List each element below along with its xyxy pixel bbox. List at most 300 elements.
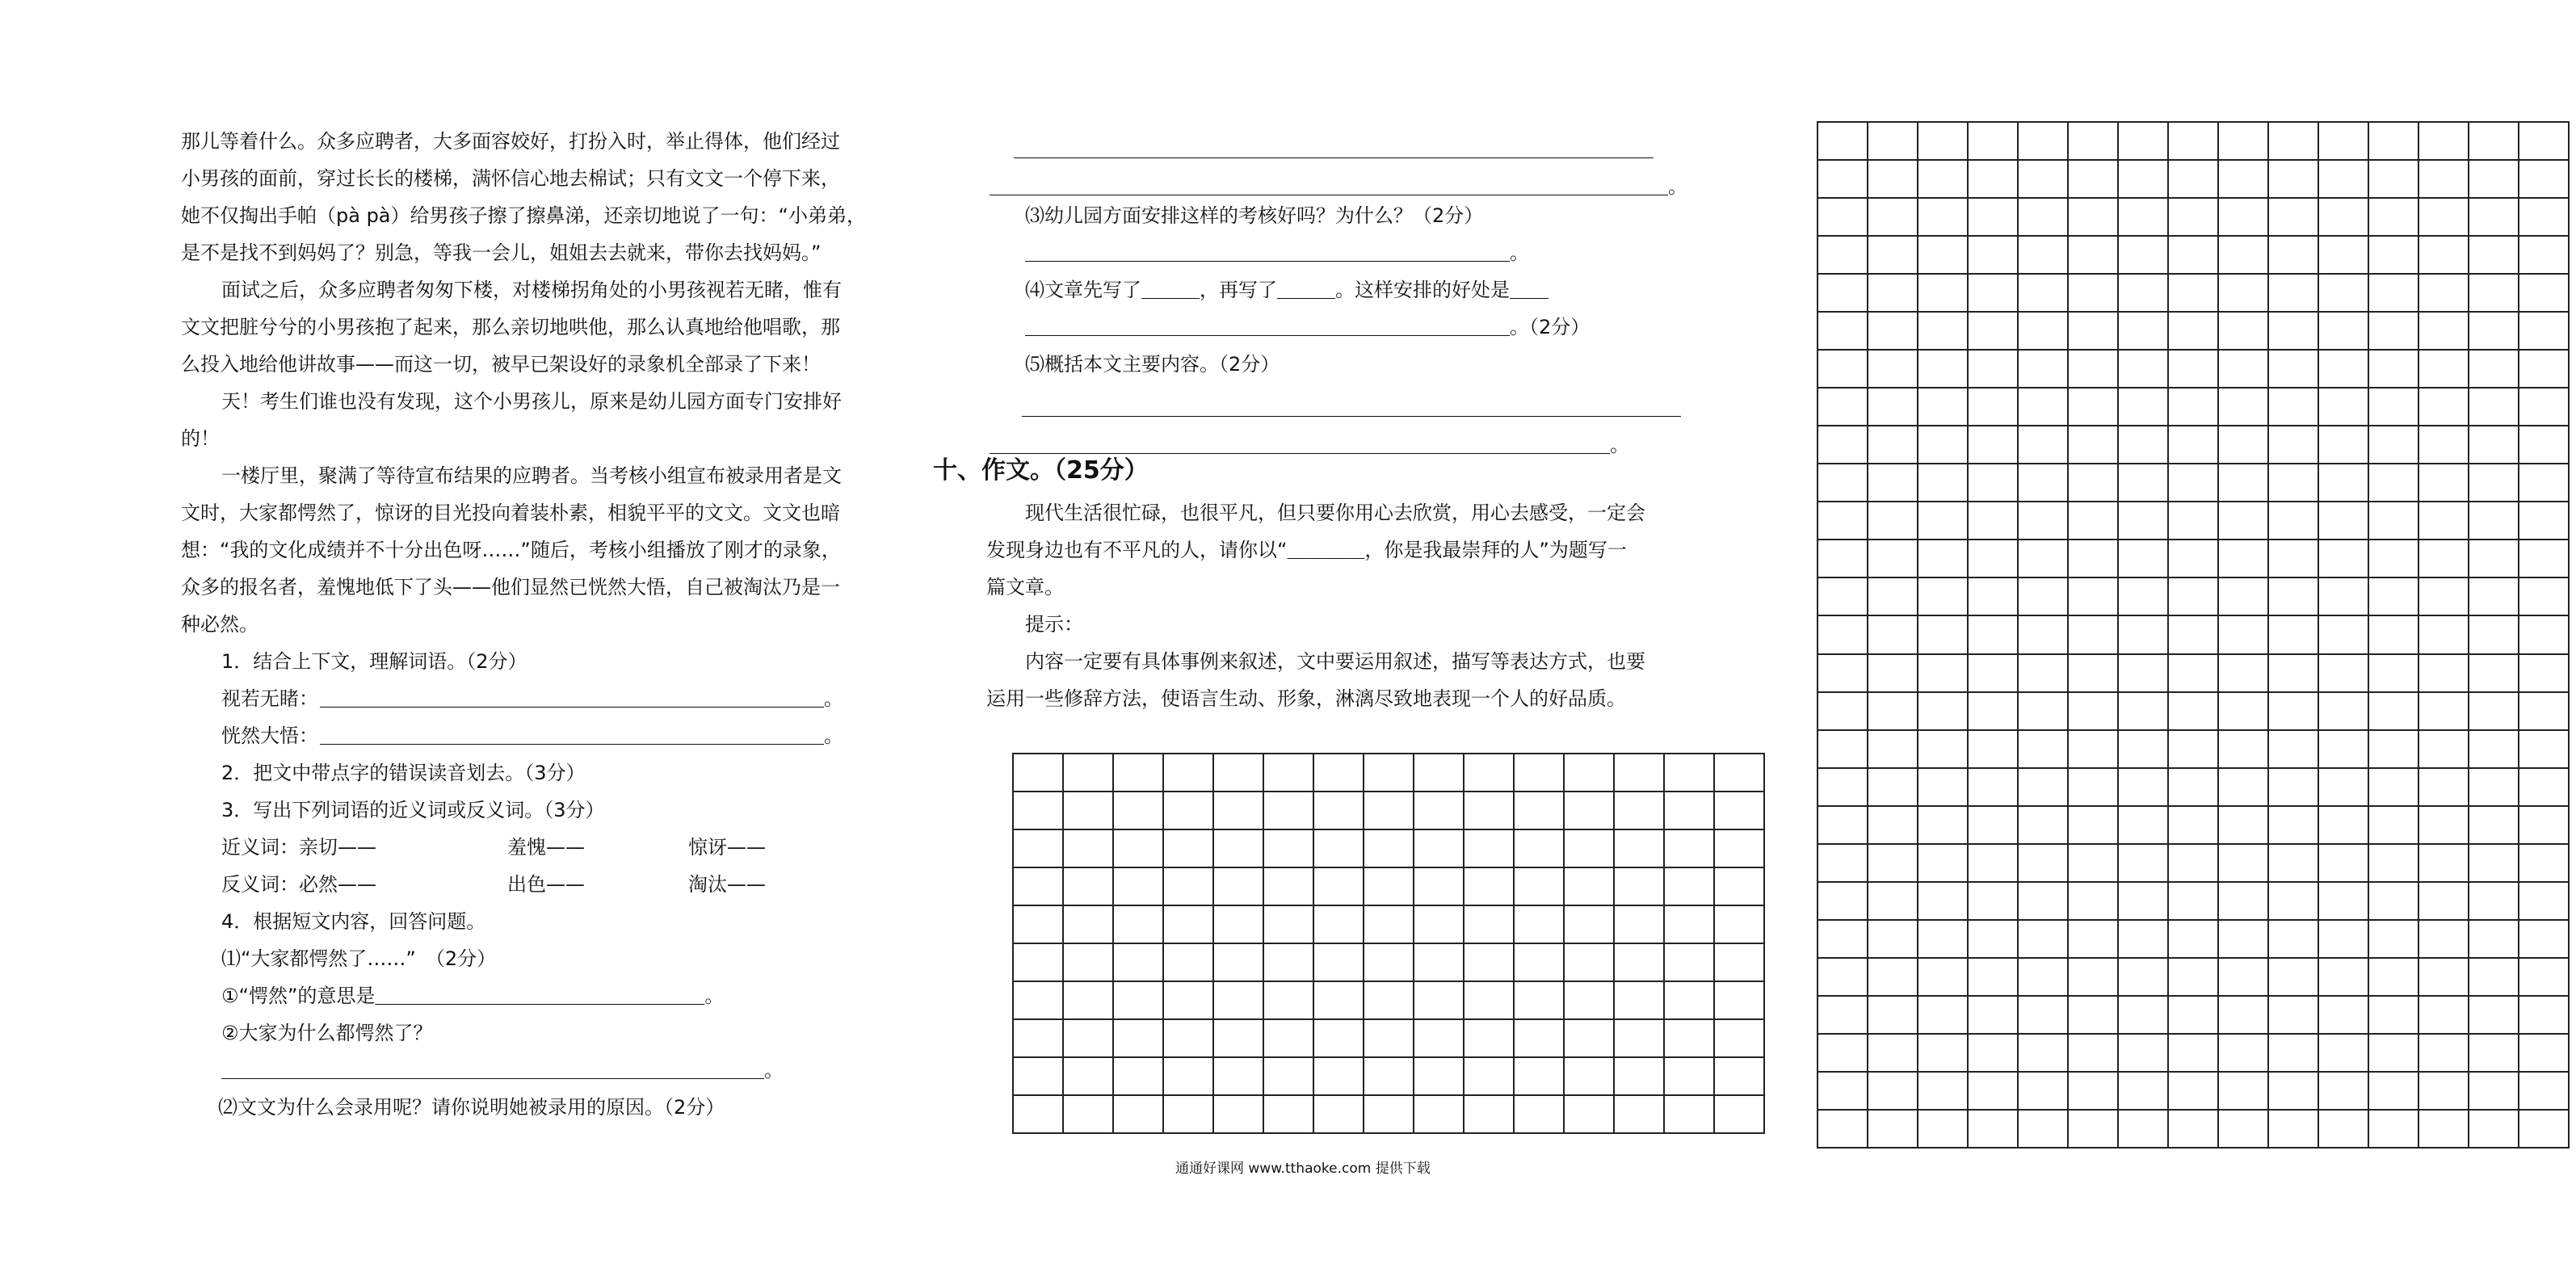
writing-grid-cell[interactable] [2369, 237, 2419, 275]
writing-grid-cell[interactable] [2419, 997, 2469, 1035]
writing-grid-cell[interactable] [2169, 616, 2219, 654]
writing-grid-cell[interactable] [1969, 959, 2019, 997]
writing-grid-cell[interactable] [2319, 731, 2369, 769]
writing-grid-cell[interactable] [2269, 313, 2319, 351]
writing-grid-cell[interactable] [1918, 464, 1969, 502]
writing-grid-cell[interactable] [2369, 161, 2419, 199]
writing-grid-cell[interactable] [2369, 275, 2419, 313]
writing-grid-cell[interactable] [1064, 944, 1114, 982]
writing-grid-cell[interactable] [2369, 313, 2419, 351]
writing-grid-cell[interactable] [1969, 464, 2019, 502]
writing-grid-cell[interactable] [2419, 275, 2469, 313]
writing-grid-cell[interactable] [2419, 883, 2469, 921]
writing-grid-cell[interactable] [2269, 1111, 2319, 1149]
writing-grid-cell[interactable] [1918, 807, 1969, 845]
writing-grid-cell[interactable] [2219, 388, 2269, 426]
writing-grid-cell[interactable] [1868, 502, 1918, 540]
writing-grid-cell[interactable] [2269, 807, 2319, 845]
writing-grid-cell[interactable] [1615, 830, 1665, 868]
writing-grid-cell[interactable] [1715, 1058, 1765, 1096]
writing-grid-cell[interactable] [1515, 906, 1565, 944]
writing-grid-cell[interactable] [1615, 754, 1665, 792]
writing-grid-cell[interactable] [2469, 959, 2519, 997]
writing-grid-cell[interactable] [2069, 1073, 2119, 1111]
writing-grid-cell[interactable] [1164, 830, 1214, 868]
writing-grid-cell[interactable] [2069, 883, 2119, 921]
writing-grid-cell[interactable] [1464, 1058, 1515, 1096]
writing-grid-cell[interactable] [2219, 540, 2269, 578]
writing-grid-cell[interactable] [2069, 731, 2119, 769]
writing-grid-cell[interactable] [2119, 464, 2169, 502]
writing-grid-cell[interactable] [2469, 1073, 2519, 1111]
writing-grid-cell[interactable] [1918, 426, 1969, 464]
writing-grid-cell[interactable] [1264, 868, 1314, 906]
writing-grid-cell[interactable] [2069, 578, 2119, 616]
writing-grid-cell[interactable] [1918, 540, 1969, 578]
writing-grid-cell[interactable] [2519, 578, 2570, 616]
writing-grid-cell[interactable] [1918, 845, 1969, 883]
writing-grid-cell[interactable] [2069, 807, 2119, 845]
writing-grid-cell[interactable] [1364, 1020, 1414, 1058]
writing-grid-cell[interactable] [1464, 944, 1515, 982]
writing-grid-cell[interactable] [2019, 997, 2069, 1035]
writing-grid-cell[interactable] [1868, 883, 1918, 921]
writing-grid-cell[interactable] [2519, 464, 2570, 502]
writing-grid-cell[interactable] [1868, 199, 1918, 237]
writing-grid-cell[interactable] [1818, 351, 1868, 388]
writing-grid-cell[interactable] [1818, 123, 1868, 161]
writing-grid-cell[interactable] [1969, 351, 2019, 388]
writing-grid-cell[interactable] [2169, 161, 2219, 199]
writing-grid-cell[interactable] [1214, 868, 1264, 906]
writing-grid-cell[interactable] [2419, 959, 2469, 997]
writing-grid-cell[interactable] [1164, 754, 1214, 792]
writing-grid-cell[interactable] [1969, 502, 2019, 540]
writing-grid-cell[interactable] [1918, 1035, 1969, 1073]
writing-grid-cell[interactable] [2119, 275, 2169, 313]
writing-grid-cell[interactable] [2169, 199, 2219, 237]
writing-grid-cell[interactable] [2269, 921, 2319, 959]
writing-grid-cell[interactable] [1264, 1058, 1314, 1096]
writing-grid-cell[interactable] [1064, 982, 1114, 1020]
writing-grid-cell[interactable] [2269, 997, 2319, 1035]
writing-grid-cell[interactable] [1868, 997, 1918, 1035]
writing-grid-cell[interactable] [1414, 1096, 1464, 1134]
writing-grid-cell[interactable] [1715, 944, 1765, 982]
writing-grid-cell[interactable] [1715, 868, 1765, 906]
writing-grid-cell[interactable] [2019, 769, 2069, 807]
writing-grid-cell[interactable] [2119, 1073, 2169, 1111]
writing-grid-cell[interactable] [1414, 754, 1464, 792]
writing-grid-cell[interactable] [1014, 868, 1064, 906]
writing-grid-cell[interactable] [1868, 807, 1918, 845]
writing-grid-cell[interactable] [2019, 807, 2069, 845]
writing-grid-cell[interactable] [1715, 754, 1765, 792]
writing-grid-cell[interactable] [2419, 161, 2469, 199]
writing-grid-cell[interactable] [2219, 997, 2269, 1035]
writing-grid-cell[interactable] [2219, 883, 2269, 921]
writing-grid-cell[interactable] [2419, 313, 2469, 351]
writing-grid-cell[interactable] [1918, 313, 1969, 351]
writing-grid-cell[interactable] [1918, 237, 1969, 275]
writing-grid-cell[interactable] [2019, 1035, 2069, 1073]
writing-grid-cell[interactable] [2419, 1035, 2469, 1073]
writing-grid-cell[interactable] [2019, 616, 2069, 654]
writing-grid-cell[interactable] [1969, 313, 2019, 351]
writing-grid-cell[interactable] [2269, 845, 2319, 883]
writing-grid-cell[interactable] [2169, 1073, 2219, 1111]
writing-grid-cell[interactable] [1464, 868, 1515, 906]
writing-grid-cell[interactable] [2469, 313, 2519, 351]
writing-grid-cell[interactable] [2019, 693, 2069, 731]
writing-grid-cell[interactable] [2469, 123, 2519, 161]
writing-grid-cell[interactable] [1214, 906, 1264, 944]
writing-grid-cell[interactable] [2319, 313, 2369, 351]
writing-grid-cell[interactable] [2269, 540, 2319, 578]
writing-grid-cell[interactable] [2269, 161, 2319, 199]
writing-grid-cell[interactable] [2319, 388, 2369, 426]
writing-grid-cell[interactable] [1414, 906, 1464, 944]
writing-grid-cell[interactable] [1515, 792, 1565, 830]
writing-grid-cell[interactable] [2169, 807, 2219, 845]
writing-grid-cell[interactable] [1818, 845, 1868, 883]
writing-grid-cell[interactable] [1615, 868, 1665, 906]
writing-grid-cell[interactable] [1818, 997, 1868, 1035]
writing-grid-cell[interactable] [1565, 830, 1615, 868]
writing-grid-cell[interactable] [2369, 921, 2419, 959]
writing-grid-cell[interactable] [2519, 959, 2570, 997]
writing-grid-cell[interactable] [1214, 1058, 1264, 1096]
writing-grid-cell[interactable] [1565, 1020, 1615, 1058]
writing-grid-cell[interactable] [2369, 388, 2419, 426]
writing-grid-cell[interactable] [1868, 275, 1918, 313]
writing-grid-cell[interactable] [1818, 199, 1868, 237]
writing-grid-cell[interactable] [2269, 237, 2319, 275]
writing-grid-cell[interactable] [1414, 792, 1464, 830]
writing-grid-cell[interactable] [2469, 502, 2519, 540]
writing-grid-cell[interactable] [2369, 578, 2419, 616]
writing-grid-cell[interactable] [2519, 1073, 2570, 1111]
writing-grid-cell[interactable] [1868, 237, 1918, 275]
writing-grid-cell[interactable] [2219, 237, 2269, 275]
writing-grid-cell[interactable] [1114, 906, 1164, 944]
writing-grid-cell[interactable] [1264, 944, 1314, 982]
writing-grid-cell[interactable] [1818, 921, 1868, 959]
writing-grid-cell[interactable] [1615, 1058, 1665, 1096]
writing-grid-cell[interactable] [2269, 388, 2319, 426]
writing-grid-cell[interactable] [2169, 731, 2219, 769]
writing-grid-cell[interactable] [1214, 1096, 1264, 1134]
writing-grid-cell[interactable] [1314, 830, 1364, 868]
writing-grid-cell[interactable] [2519, 616, 2570, 654]
writing-grid-cell[interactable] [1868, 921, 1918, 959]
answer-blank[interactable]: ＿＿＿＿＿＿＿＿＿＿＿＿＿＿＿＿＿＿＿＿＿＿＿＿＿＿＿＿＿＿＿＿＿＿＿。 [990, 175, 1687, 198]
writing-grid-cell[interactable] [2319, 464, 2369, 502]
writing-grid-cell[interactable] [1314, 1058, 1364, 1096]
writing-grid-cell[interactable] [2169, 351, 2219, 388]
writing-grid-cell[interactable] [2369, 731, 2419, 769]
writing-grid-cell[interactable] [2119, 883, 2169, 921]
writing-grid-cell[interactable] [2519, 237, 2570, 275]
writing-grid-cell[interactable] [1314, 792, 1364, 830]
writing-grid-cell[interactable] [2119, 351, 2169, 388]
writing-grid-cell[interactable] [2319, 502, 2369, 540]
writing-grid-cell[interactable] [2219, 123, 2269, 161]
writing-grid-cell[interactable] [1818, 578, 1868, 616]
writing-grid-cell[interactable] [1818, 275, 1868, 313]
writing-grid-cell[interactable] [1314, 868, 1364, 906]
writing-grid-cell[interactable] [1214, 792, 1264, 830]
writing-grid-cell[interactable] [2069, 1035, 2119, 1073]
writing-grid-cell[interactable] [2119, 693, 2169, 731]
writing-grid-cell[interactable] [2169, 693, 2219, 731]
writing-grid-cell[interactable] [2219, 502, 2269, 540]
writing-grid-cell[interactable] [1868, 959, 1918, 997]
writing-grid-cell[interactable] [1314, 1096, 1364, 1134]
writing-grid-cell[interactable] [1014, 1020, 1064, 1058]
writing-grid-cell[interactable] [1918, 502, 1969, 540]
writing-grid-cell[interactable] [1464, 754, 1515, 792]
writing-grid-cell[interactable] [2469, 655, 2519, 693]
writing-grid-cell[interactable] [2219, 1073, 2269, 1111]
writing-grid-cell[interactable] [1969, 883, 2019, 921]
writing-grid-cell[interactable] [2319, 275, 2369, 313]
q1a-answer-blank[interactable]: ＿＿＿＿＿＿＿＿＿＿＿＿＿＿＿＿＿＿＿＿＿＿＿＿＿＿。 [320, 687, 843, 710]
writing-grid-cell[interactable] [1969, 1073, 2019, 1111]
writing-grid-cell[interactable] [2319, 540, 2369, 578]
writing-grid-cell[interactable] [2169, 388, 2219, 426]
writing-grid-cell[interactable] [2119, 578, 2169, 616]
writing-grid-cell[interactable] [2169, 237, 2219, 275]
writing-grid-cell[interactable] [2119, 997, 2169, 1035]
writing-grid-cell[interactable] [2469, 1035, 2519, 1073]
writing-grid-cell[interactable] [1565, 792, 1615, 830]
writing-grid-cell[interactable] [2269, 1035, 2319, 1073]
writing-grid-cell[interactable] [2169, 275, 2219, 313]
writing-grid-cell[interactable] [1214, 754, 1264, 792]
writing-grid-cell[interactable] [2069, 351, 2119, 388]
writing-grid-cell[interactable] [2519, 123, 2570, 161]
writing-grid-cell[interactable] [1818, 616, 1868, 654]
writing-grid-cell[interactable] [2119, 731, 2169, 769]
writing-grid-cell[interactable] [2469, 237, 2519, 275]
writing-grid-cell[interactable] [1414, 944, 1464, 982]
writing-grid-cell[interactable] [1014, 982, 1064, 1020]
writing-grid-cell[interactable] [2419, 123, 2469, 161]
writing-grid-cell[interactable] [1868, 464, 1918, 502]
writing-grid-cell[interactable] [2269, 769, 2319, 807]
writing-grid-cell[interactable] [1818, 464, 1868, 502]
writing-grid-cell[interactable] [2319, 1111, 2369, 1149]
q4-3-answer-blank[interactable]: ＿＿＿＿＿＿＿＿＿＿＿＿＿＿＿＿＿＿＿＿＿＿＿＿＿。 [1025, 241, 1529, 264]
writing-grid-cell[interactable] [2519, 426, 2570, 464]
writing-grid-cell[interactable] [2419, 426, 2469, 464]
writing-grid-cell[interactable] [1969, 731, 2019, 769]
writing-grid-cell[interactable] [2519, 807, 2570, 845]
writing-grid-cell[interactable] [1918, 578, 1969, 616]
writing-grid-cell[interactable] [1515, 1020, 1565, 1058]
writing-grid-cell[interactable] [2369, 616, 2419, 654]
writing-grid-cell[interactable] [2519, 540, 2570, 578]
writing-grid-cell[interactable] [2419, 199, 2469, 237]
writing-grid-cell[interactable] [2019, 845, 2069, 883]
writing-grid-cell[interactable] [2519, 731, 2570, 769]
writing-grid-cell[interactable] [1969, 921, 2019, 959]
writing-grid-cell[interactable] [2069, 123, 2119, 161]
writing-grid-cell[interactable] [2169, 769, 2219, 807]
writing-grid-cell[interactable] [1164, 906, 1214, 944]
writing-grid-cell[interactable] [2519, 502, 2570, 540]
writing-grid-cell[interactable] [1364, 754, 1414, 792]
writing-grid-cell[interactable] [1114, 982, 1164, 1020]
writing-grid-cell[interactable] [1918, 351, 1969, 388]
writing-grid-cell[interactable] [2319, 921, 2369, 959]
writing-grid-cell[interactable] [2269, 199, 2319, 237]
writing-grid-cell[interactable] [1014, 1096, 1064, 1134]
q1b-answer-blank[interactable]: ＿＿＿＿＿＿＿＿＿＿＿＿＿＿＿＿＿＿＿＿＿＿＿＿＿＿。 [320, 724, 843, 747]
writing-grid-cell[interactable] [2319, 616, 2369, 654]
writing-grid-cell[interactable] [2419, 616, 2469, 654]
writing-grid-cell[interactable] [1818, 655, 1868, 693]
writing-grid-cell[interactable] [1918, 123, 1969, 161]
writing-grid-cell[interactable] [2069, 540, 2119, 578]
writing-grid-cell[interactable] [2019, 883, 2069, 921]
writing-grid-cell[interactable] [1364, 982, 1414, 1020]
writing-grid-cell[interactable] [1868, 123, 1918, 161]
writing-grid-cell[interactable] [1515, 944, 1565, 982]
writing-grid-cell[interactable] [2169, 313, 2219, 351]
writing-grid-cell[interactable] [2319, 123, 2369, 161]
writing-grid-cell[interactable] [1918, 616, 1969, 654]
writing-grid-cell[interactable] [2019, 313, 2069, 351]
writing-grid-cell[interactable] [2069, 845, 2119, 883]
writing-grid-cell[interactable] [1565, 754, 1615, 792]
writing-grid-cell[interactable] [1164, 868, 1214, 906]
writing-grid-cell[interactable] [2019, 464, 2069, 502]
writing-grid-cell[interactable] [1868, 1035, 1918, 1073]
writing-grid-cell[interactable] [1818, 1111, 1868, 1149]
writing-grid-cell[interactable] [1969, 237, 2019, 275]
writing-grid-cell[interactable] [2169, 883, 2219, 921]
writing-grid-cell[interactable] [2369, 807, 2419, 845]
writing-grid-cell[interactable] [1868, 578, 1918, 616]
writing-grid-cell[interactable] [2319, 199, 2369, 237]
writing-grid-cell[interactable] [1715, 906, 1765, 944]
writing-grid-cell[interactable] [1064, 1058, 1114, 1096]
writing-grid-cell[interactable] [2119, 1035, 2169, 1073]
writing-grid-cell[interactable] [2069, 275, 2119, 313]
writing-grid-cell[interactable] [2069, 161, 2119, 199]
writing-grid-cell[interactable] [2169, 1035, 2219, 1073]
writing-grid-cell[interactable] [1464, 1096, 1515, 1134]
writing-grid-cell[interactable] [1264, 830, 1314, 868]
writing-grid-cell[interactable] [2469, 275, 2519, 313]
writing-grid-cell[interactable] [1464, 792, 1515, 830]
writing-grid-cell[interactable] [1515, 1058, 1565, 1096]
writing-grid-cell[interactable] [1364, 792, 1414, 830]
writing-grid-cell[interactable] [2319, 161, 2369, 199]
writing-grid-cell[interactable] [2169, 578, 2219, 616]
writing-grid-cell[interactable] [1918, 275, 1969, 313]
writing-grid-cell[interactable] [2369, 1111, 2419, 1149]
writing-grid-cell[interactable] [2019, 502, 2069, 540]
writing-grid-cell[interactable] [1969, 275, 2019, 313]
writing-grid-cell[interactable] [2019, 275, 2069, 313]
writing-grid-cell[interactable] [1969, 769, 2019, 807]
writing-grid-cell[interactable] [1414, 982, 1464, 1020]
writing-grid-cell[interactable] [2519, 921, 2570, 959]
writing-grid-cell[interactable] [1665, 1058, 1715, 1096]
writing-grid-cell[interactable] [1868, 1111, 1918, 1149]
writing-grid-cell[interactable] [2469, 616, 2519, 654]
writing-grid-cell[interactable] [2419, 769, 2469, 807]
writing-grid-cell[interactable] [2219, 161, 2269, 199]
writing-grid-cell[interactable] [1969, 540, 2019, 578]
writing-grid-cell[interactable] [1715, 982, 1765, 1020]
writing-grid-cell[interactable] [1665, 906, 1715, 944]
writing-grid-cell[interactable] [2419, 731, 2469, 769]
writing-grid-cell[interactable] [2069, 237, 2119, 275]
writing-grid-cell[interactable] [2219, 578, 2269, 616]
writing-grid-cell[interactable] [2069, 693, 2119, 731]
writing-grid-cell[interactable] [1264, 1096, 1314, 1134]
writing-grid-cell[interactable] [1969, 426, 2019, 464]
writing-grid-cell[interactable] [2019, 959, 2069, 997]
writing-grid-cell[interactable] [1565, 868, 1615, 906]
writing-grid-cell[interactable] [2369, 464, 2419, 502]
writing-grid-cell[interactable] [2519, 275, 2570, 313]
writing-grid-cell[interactable] [1164, 982, 1214, 1020]
writing-grid-cell[interactable] [1868, 540, 1918, 578]
writing-grid-cell[interactable] [1715, 1096, 1765, 1134]
writing-grid-cell[interactable] [2319, 883, 2369, 921]
writing-grid-cell[interactable] [2219, 693, 2269, 731]
q4-4-answer-blank[interactable]: ＿＿＿＿＿＿＿＿＿＿＿＿＿＿＿＿＿＿＿＿＿＿＿＿＿。（2分） [1025, 316, 1591, 338]
writing-grid-cell[interactable] [1665, 830, 1715, 868]
writing-grid-cell[interactable] [2419, 655, 2469, 693]
answer-blank[interactable]: ＿＿＿＿＿＿＿＿＿＿＿＿＿＿＿＿＿＿＿＿＿＿＿＿＿＿＿＿＿＿＿＿＿ [1014, 138, 1654, 161]
writing-grid-cell[interactable] [1414, 830, 1464, 868]
writing-grid-cell[interactable] [1969, 807, 2019, 845]
writing-grid-cell[interactable] [1868, 731, 1918, 769]
writing-grid-cell[interactable] [2469, 997, 2519, 1035]
writing-grid-cell[interactable] [1414, 1058, 1464, 1096]
writing-grid-cell[interactable] [1064, 1096, 1114, 1134]
writing-grid-cell[interactable] [2419, 807, 2469, 845]
writing-grid-cell[interactable] [1164, 792, 1214, 830]
writing-grid-cell[interactable] [1064, 1020, 1114, 1058]
writing-grid-cell[interactable] [2419, 388, 2469, 426]
writing-grid-cell[interactable] [2019, 199, 2069, 237]
writing-grid-cell[interactable] [2319, 807, 2369, 845]
writing-grid-cell[interactable] [1014, 792, 1064, 830]
writing-grid-cell[interactable] [1214, 1020, 1264, 1058]
writing-grid-cell[interactable] [2469, 351, 2519, 388]
writing-grid-cell[interactable] [1818, 1073, 1868, 1111]
q4-1b-answer-blank[interactable]: ＿＿＿＿＿＿＿＿＿＿＿＿＿＿＿＿＿＿＿＿＿＿＿＿＿＿＿＿。 [221, 1059, 784, 1081]
writing-grid-cell[interactable] [1818, 1035, 1868, 1073]
writing-grid-cell[interactable] [2219, 959, 2269, 997]
writing-grid-cell[interactable] [1164, 1020, 1214, 1058]
writing-grid-cell[interactable] [2369, 997, 2419, 1035]
writing-grid-cell[interactable] [2419, 845, 2469, 883]
writing-grid-cell[interactable] [1918, 921, 1969, 959]
writing-grid-cell[interactable] [2019, 123, 2069, 161]
writing-grid-cell[interactable] [2169, 464, 2219, 502]
writing-grid-cell[interactable] [1264, 982, 1314, 1020]
writing-grid-cell[interactable] [1868, 313, 1918, 351]
writing-grid-cell[interactable] [2119, 199, 2169, 237]
